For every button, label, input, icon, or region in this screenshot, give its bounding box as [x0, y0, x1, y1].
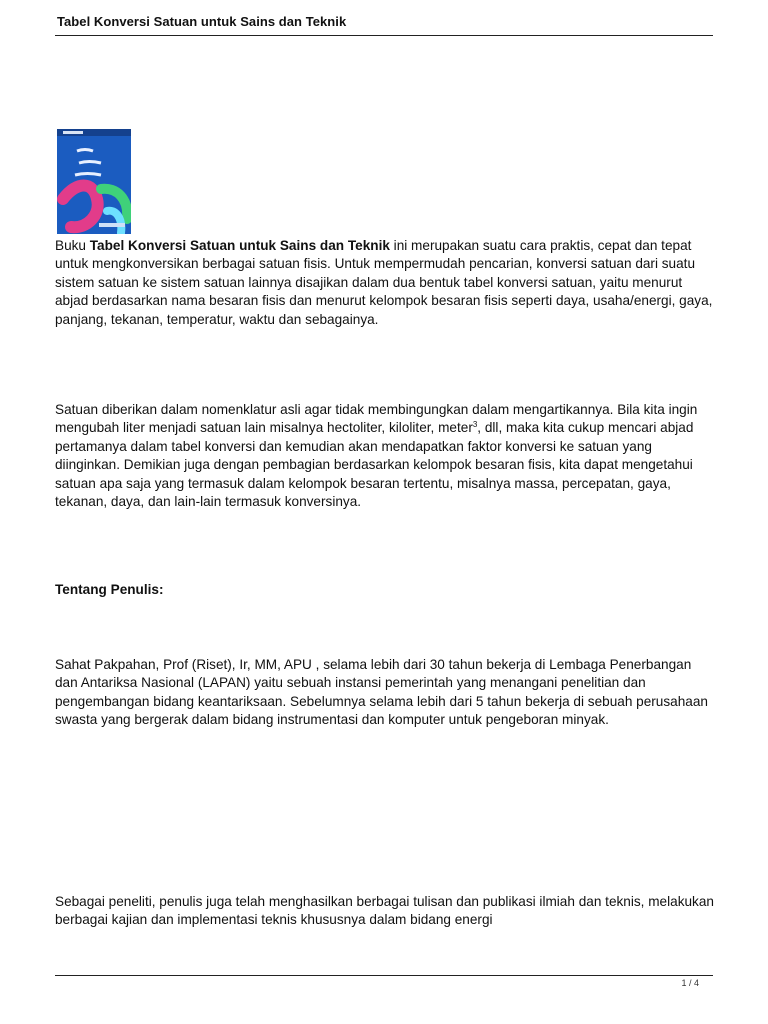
page-title: Tabel Konversi Satuan untuk Sains dan Teknik: [57, 14, 347, 29]
author-paragraph: Sahat Pakpahan, Prof (Riset), Ir, MM, APU , selama lebih dari 30 tahun bekerja di Lembaga Penerbangan dan Antariksa Nasional (LAPAN) yaitu sebuah instansi pemerintah yang menangani penelitian dan pengembangan bidang keantariksaan. Sebelumnya selama lebih dari 5 tahun bekerja di sebuah perusahaan swasta yang bergerak dalam bidang instrumentasi dan komputer untuk pengeboran minyak.: [55, 657, 708, 728]
header-divider: [55, 35, 713, 36]
page-number: 1 / 4: [681, 978, 699, 988]
book-cover-image: [57, 129, 131, 234]
intro-paragraph: [55, 237, 715, 329]
book-title-bold: Tabel Konversi Satuan untuk Sains dan Teknik: [89, 238, 390, 253]
intro-text: ini merupakan suatu cara praktis, cepat dan tepat untuk mengkonversikan berbagai satuan fisis. Untuk mempermudah pencarian, konversi satuan dari suatu sistem satuan ke sistem satuan lainnya disajikan dalam dua bentuk tabel konversi satuan, yaitu menurut abjad berdasarkan nama besaran fisis dan menurut kelompok besaran fisis seperti daya, usaha/energi, gaya, panjang, tekanan, temperatur, waktu dan sebagainya.: [55, 238, 713, 327]
nomenclature-text-after: , dll, maka kita cukup mencari abjad pertamanya dalam tabel konversi dan kemudian akan mendapatkan faktor konversi ke satuan yang diinginkan. Demikian juga dengan pembagian berdasarkan kelompok besaran fisis, kita dapat mengetahui satuan apa saja yang termasuk dalam kelompok besaran tertentu, misalnya massa, percepatan, gaya, tekanan, daya, dan lain-lain termasuk konversinya.: [55, 420, 694, 510]
nomenclature-text-before: Satuan diberikan dalam nomenklatur asli agar tidak membingungkan dalam mengartikannya. Bila kita ingin mengubah liter menjadi satuan lain misalnya hectoliter, kiloliter, meter: [55, 402, 698, 436]
nomenclature-paragraph: [55, 401, 715, 511]
intro-prefix: Buku: [55, 238, 90, 253]
footer-divider: [55, 975, 713, 976]
superscript-three: 3: [472, 420, 478, 430]
author-heading: Tentang Penulis:: [55, 582, 164, 597]
researcher-paragraph: Sebagai peneliti, penulis juga telah menghasilkan berbagai tulisan dan publikasi ilmiah dan teknis, melakukan berbagai kajian dan implementasi teknis khususnya dalam bidang energi: [55, 894, 714, 928]
